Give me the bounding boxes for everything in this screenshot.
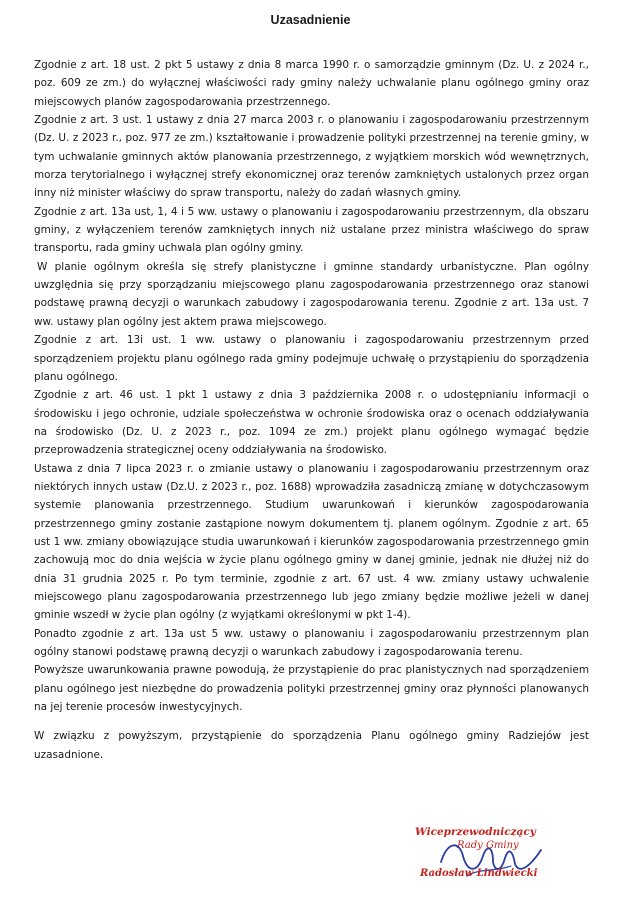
paragraph-ustawa-2023: Ustawa z dnia 7 lipca 2023 r. o zmianie ustawy o planowaniu i zagospodarowaniu przestrzennym oraz niektórych innych ustaw (Dz.U. z 2023 r., poz. 1688) wprowadziła zasadniczą zmianę w dotychczasowym systemie planowania przestrzennego. Studium uwarunkowań i kierunków zagospodarowania przestrzennego gminy zostanie zastąpione nowym dokumentem tj. planem ogólnym. Zgodnie z art. 65 ust 1 ww. zmiany obowiązujące studia uwarunkowań i kierunków zagospodarowania przestrzennego gmin zachowują moc do dnia wejścia w życie planu ogólnego gminy w danej gminie, jednak nie dłużej niż do dnia 31 grudnia 2025 r. Po tym terminie, zgodnie z art. 67 ust. 4 ww. zmiany ustawy uchwalenie miejscowego planu zagospodarowania przestrzennego lub jego zmiany będzie możliwe jeżeli w danej gminie wszedł w życie plan ogólny (z wyjątkami określonymi w pkt 1-4).	[34, 462, 589, 622]
paragraph-legal-basis-gminny: Zgodnie z art. 18 ust. 2 pkt 5 ustawy z dnia 8 marca 1990 r. o samorządzie gminnym (Dz. U. z 2024 r., poz. 609 ze zm.) do wyłącznej właściwości rady gminy należy uchwalanie planu ogólnego gminy oraz miejscowych planów zagospodarowania przestrzennego.	[34, 59, 589, 108]
paragraph-ponadto: Ponadto zgodnie z art. 13a ust 5 ww. ustawy o planowaniu i zagospodarowaniu przestrzennym plan ogólny stanowi podstawę prawną decyzji o warunkach zabudowy i zagospodarowania terenu.	[34, 627, 589, 658]
stamp-council: Rady Gminy	[457, 840, 519, 851]
signature-stamp	[415, 826, 575, 896]
document-title: Uzasadnienie	[270, 13, 351, 27]
document-body	[34, 56, 589, 764]
paragraph-art46: Zgodnie z art. 46 ust. 1 pkt 1 ustawy z dnia 3 października 2008 r. o udostępnianiu informacji o środowisku i jego ochronie, udziale społeczeństwa w ochronie środowiska oraz o ocenach oddziaływania na środowisko (Dz. U. z 2023 r., poz. 1094 ze zm.) projekt planu ogólnego wymagać będzie przeprowadzenia strategicznej oceny oddziaływania na środowisko.	[34, 389, 589, 457]
stamp-role: Wiceprzewodniczący	[415, 826, 536, 838]
paragraph-powyzsze: Powyższe uwarunkowania prawne powodują, że przystąpienie do prac planistycznych nad sporządzeniem planu ogólnego jest niezbędne do prowadzenia polityki przestrzennej gminy oraz płynności planowanych na jej terenie procesów inwestycyjnych.	[34, 664, 589, 714]
paragraph-conclusion: W związku z powyższym, przystąpienie do sporządzenia Planu ogólnego gminy Radziejów jest uzasadnione.	[34, 730, 589, 761]
stamp-name: Radosław Lindwiecki	[420, 868, 538, 879]
paragraph-art3: Zgodnie z art. 3 ust. 1 ustawy z dnia 27 marca 2003 r. o planowaniu i zagospodarowaniu przestrzennym (Dz. U. z 2023 r., poz. 977 ze zm.) kształtowanie i prowadzenie polityki przestrzennej na terenie gminy, w tym uchwalanie gminnych aktów planowania przestrzennego, z wyjątkiem morskich wód wewnętrznych, morza terytorialnego i wyłącznej strefy ekonomicznej oraz terenów zamkniętych ustalonych przez organ inny niż minister właściwy do spraw transportu, należy do zadań własnych gminy.	[34, 114, 589, 200]
paragraph-art13i: Zgodnie z art. 13i ust. 1 ww. ustawy o planowaniu i zagospodarowaniu przestrzennym przed sporządzeniem projektu planu ogólnego rada gminy podejmuje uchwałę o przystąpieniu do sporządzenia planu ogólnego.	[34, 334, 589, 383]
paragraph-plan-ogolny: W planie ogólnym określa się strefy planistyczne i gminne standardy urbanistyczne. Plan ogólny uwzględnia się przy sporządzaniu miejscowego planu zagospodarowania przestrzennego oraz stanowi podstawę prawną decyzji o warunkach zabudowy i zagospodarowania terenu. Zgodnie z art. 13a ust. 7 ww. ustawy plan ogólny jest aktem prawa miejscowego.	[34, 260, 589, 328]
paragraph-art13a: Zgodnie z art. 13a ust, 1, 4 i 5 ww. ustawy o planowaniu i zagospodarowaniu przestrzennym, dla obszaru gminy, z wyłączeniem terenów zamkniętych innych niż ustalane przez ministra właściwego do spraw transportu, rada gminy uchwala plan ogólny gminy.	[34, 205, 589, 255]
